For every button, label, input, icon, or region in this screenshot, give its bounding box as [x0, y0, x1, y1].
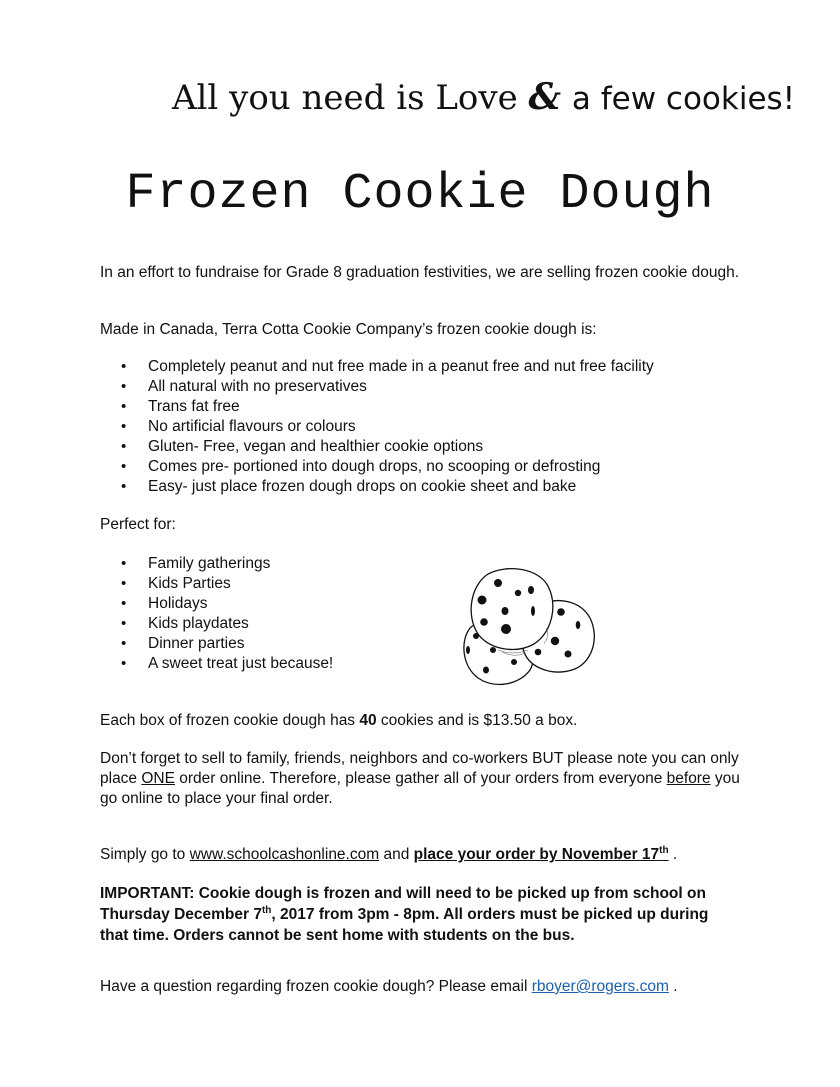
before-emphasis: before [666, 770, 711, 787]
email-link[interactable]: rboyer@rogers.com [531, 978, 669, 995]
order-deadline: place your order by November 17th [413, 844, 669, 863]
occasion-item: • Kids playdates [100, 614, 333, 634]
occasion-item: • Dinner parties [100, 634, 333, 654]
important-notice: IMPORTANT: Cookie dough is frozen and will need to be picked up from school on Thursday December 7th, 2017 from 3pm - 8pm. All orders must be picked up during that time. Orders cannot be sent home with students on the bus. [100, 885, 709, 944]
made-in-canada-text: Made in Canada, Terra Cotta Cookie Company’s frozen cookie dough is: [100, 321, 597, 338]
feature-item: • All natural with no preservatives [100, 377, 654, 397]
tagline-cookies: a few cookies! [571, 81, 796, 117]
pricing-text: Each box of frozen cookie dough has 40 cookies and is $13.50 a box. [100, 712, 578, 729]
occasion-item: • Family gatherings [100, 554, 333, 574]
feature-item: • Comes pre- portioned into dough drops, no scooping or defrosting [100, 457, 654, 477]
feature-item: • Trans fat free [100, 397, 654, 417]
intro-paragraph: In an effort to fundraise for Grade 8 graduation festivities, we are selling frozen cookie dough. [100, 264, 740, 281]
one-emphasis: ONE [141, 770, 175, 787]
tagline [172, 76, 795, 118]
schoolcashonline-link[interactable]: www.schoolcashonline.com [189, 846, 380, 863]
cookie-count: 40 [359, 712, 377, 729]
perfect-for-label: Perfect for: [100, 516, 176, 533]
occasion-item: • Holidays [100, 594, 333, 614]
features-list [100, 357, 654, 497]
feature-item: • Easy- just place frozen dough drops on cookie sheet and bake [100, 477, 654, 497]
tagline-love: All you need is Love [172, 78, 518, 118]
tagline-ampersand: & [528, 76, 562, 118]
occasion-item: • Kids Parties [100, 574, 333, 594]
feature-item: • Gluten- Free, vegan and healthier cookie options [100, 437, 654, 457]
order-instructions: Simply go to www.schoolcashonline.com and place your order by November 17th . [100, 844, 678, 863]
cookies-illustration-icon [458, 566, 608, 691]
perfect-for-list [100, 554, 333, 674]
feature-item: • Completely peanut and nut free made in a peanut free and nut free facility [100, 357, 654, 377]
contact-line: Have a question regarding frozen cookie dough? Please email rboyer@rogers.com . [100, 978, 678, 995]
order-note: Don’t forget to sell to family, friends, neighbors and co-workers BUT please note you can only place ONE order online. Therefore, please gather all of your orders from everyone before you go online to place your final order. [100, 750, 740, 807]
page-title: Frozen Cookie Dough [125, 166, 715, 223]
occasion-item: • A sweet treat just because! [100, 654, 333, 674]
feature-item: • No artificial flavours or colours [100, 417, 654, 437]
